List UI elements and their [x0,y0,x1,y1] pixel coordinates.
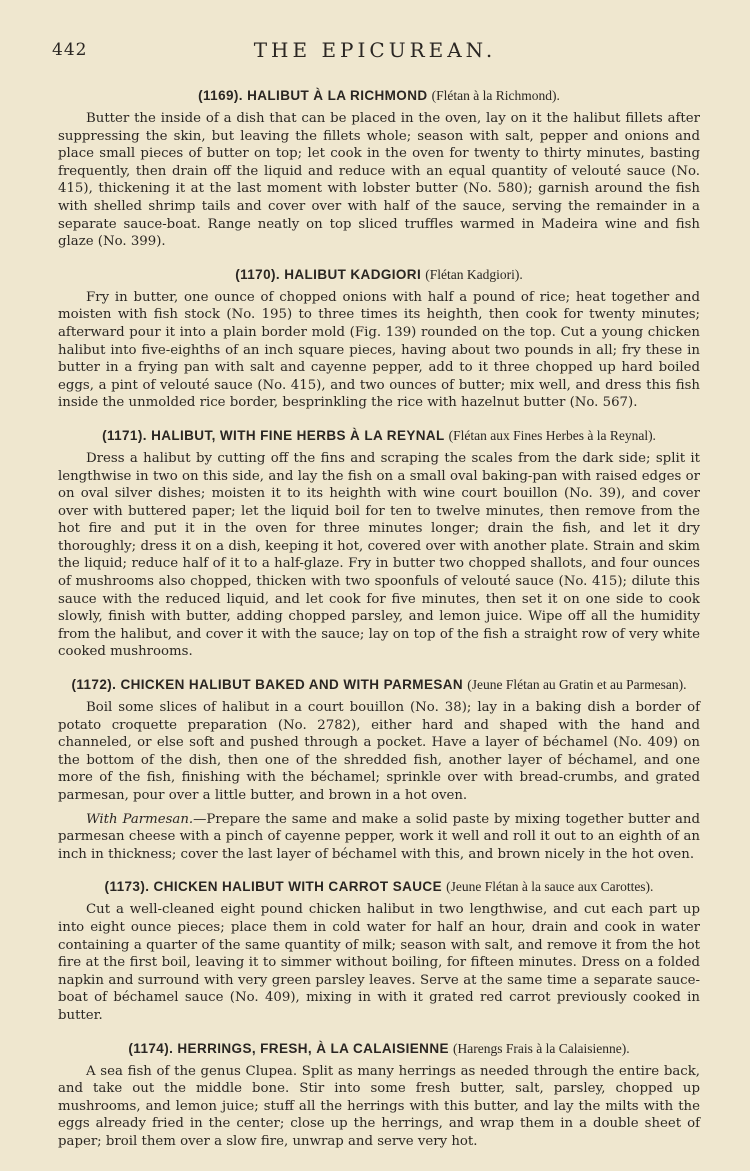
recipe-1174 [58,1039,700,1151]
recipe-paragraph: Dress a halibut by cutting off the fins and scraping the scales from the dark side; split it lengthwise in two on this side, and lay the fish on a small oval baking-pan with raised edges or on oval silver dishes; moisten it to its heighth with wine court bouillon (No. 39), and cover over with buttered paper; let the liquid boil for ten to twelve minutes, then remove from the hot fire and put it in the oven for three minutes longer; drain the fish, and let it dry thoroughly; dress it on a dish, keeping it hot, covered over with another plate. Strain and skim the liquid; reduce half of it to a half-glaze. Fry in butter two chopped shallots, and four ounces of mushrooms also chopped, thicken with two spoonfuls of velouté sauce (No. 415); dilute this sauce with the reduced liquid, and let cook for five minutes, then set it on one side to cook slowly, finish with butter, adding chopped parsley, and lemon juice. Wipe off all the humidity from the halibut, and cover it with the sauce; lay on top of the fish a straight row of very white cooked mushrooms. [58,450,700,660]
recipe-1169 [58,86,700,251]
recipe-paragraph: Butter the inside of a dish that can be placed in the oven, lay on it the halibut fillets after suppressing the skin, but leaving the fillets whole; season with salt, pepper and onions and place small pieces of butter on top; let cook in the oven for twenty to thirty minutes, basting frequently, then drain off the liquid and reduce with an equal quantity of velouté sauce (No. 415), thickening it at the last moment with lobster butter (No. 580); garnish around the fish with shelled shrimp tails and cover over with half of the sauce, serving the remainder in a separate sauce-boat. Range neatly on top sliced truffles warmed in Madeira wine and fish glaze (No. 399). [58,111,700,250]
recipe-french-name: (Flétan Kadgiori). [425,266,523,282]
recipe-title [58,265,700,285]
page-number: 442 [52,40,88,60]
recipe-title [58,877,700,897]
variant-label: With Parmesan. [86,811,194,827]
recipe-1170 [58,265,700,412]
recipe-number: (1173). [104,879,150,895]
recipe-name: CHICKEN HALIBUT WITH CARROT SAUCE [153,879,442,895]
page-header [52,38,698,66]
recipe-paragraph: Cut a well-cleaned eight pound chicken halibut in two lengthwise, and cut each part up into eight ounce pieces; place them in cold water for half an hour, drain and cook in water containing a quarter of the same quantity of milk; season with salt, and remove it from the hot fire at the first boil, leaving it to simmer without boiling, for fifteen minutes. Dress on a folded napkin and surround with very green parsley leaves. Serve at the same time a separate sauce-boat of béchamel sauce (No. 409), mixing in with it grated red carrot previously cooked in butter. [58,902,700,1023]
recipe-name: HERRINGS, FRESH, À LA CALAISIENNE [177,1040,449,1056]
recipe-french-name: (Flétan à la Richmond). [431,88,560,103]
recipe-number: (1169). [198,88,243,103]
recipe-title [58,1039,700,1059]
running-title: THE EPICUREAN. [253,38,497,62]
recipe-title [58,426,700,446]
recipe-french-name: (Jeune Flétan à la sauce aux Carottes). [446,879,654,895]
recipe-french-name: (Harengs Frais à la Calaisienne). [453,1040,630,1056]
recipe-name: HALIBUT, WITH FINE HERBS À LA REYNAL [151,427,445,443]
recipe-number: (1171). [102,427,147,443]
page-content [58,86,700,1165]
recipe-1171 [58,426,700,661]
variant-text: —Prepare the same and make a solid paste by mixing together butter and parmesan cheese with a pinch of cayenne pepper, work it well and roll it out to an eighth of an inch in thickness; cover the last layer of béchamel with this, and brown nicely in the hot oven. [58,811,700,862]
recipe-name: HALIBUT KADGIORI [284,266,422,282]
recipe-paragraph: Fry in butter, one ounce of chopped onions with half a pound of rice; heat together and moisten with fish stock (No. 195) to three times its heighth, then cook for twenty minutes; afterward pour it into a plain border mold (Fig. 139) rounded on the top. Cut a young chicken halibut into five-eighths of an inch square pieces, having about two pounds in all; fry these in butter in a frying pan with salt and cayenne pepper, add to it three chopped up hard boiled eggs, a pint of velouté sauce (No. 415), and two ounces of butter; mix well, and dress this fish inside the unmolded rice border, besprinkling the rice with hazelnut butter (No. 567). [58,289,700,411]
recipe-variant-paragraph [58,811,700,864]
recipe-1173 [58,877,700,1024]
recipe-paragraph: A sea fish of the genus Clupea. Split as many herrings as needed through the entire back, and take out the middle bone. Stir into some fresh butter, salt, parsley, chopped up mushrooms, and lemon juice; stuff all the herrings with this butter, and lay the milts with the eggs already fried in the center; close up the herrings, and wrap them in a double sheet of paper; broil them over a slow fire, unwrap and serve very hot. [58,1063,700,1149]
recipe-number: (1174). [128,1040,174,1056]
recipe-number: (1170). [235,266,281,282]
recipe-title [58,675,700,695]
recipe-1172 [58,675,700,863]
recipe-french-name: (Jeune Flétan au Gratin et au Parmesan). [467,677,687,693]
recipe-name: HALIBUT À LA RICHMOND [247,88,428,103]
recipe-name: CHICKEN HALIBUT BAKED AND WITH PARMESAN [120,677,464,693]
recipe-title [58,86,700,106]
recipe-paragraph: Boil some slices of halibut in a court bouillon (No. 38); lay in a baking dish a border of potato croquette preparation (No. 2782), either hard and shaped with the hand and channeled, or else soft and pushed through a pocket. Have a layer of béchamel (No. 409) on the bottom of the dish, then one of the shredded fish, another layer of béchamel, and one more of the fish, finishing with the béchamel; sprinkle over with bread-crumbs, and grated parmesan, pour over a little butter, and brown in a hot oven. [58,700,700,803]
recipe-french-name: (Flétan aux Fines Herbes à la Reynal). [448,427,656,443]
recipe-number: (1172). [71,677,117,693]
